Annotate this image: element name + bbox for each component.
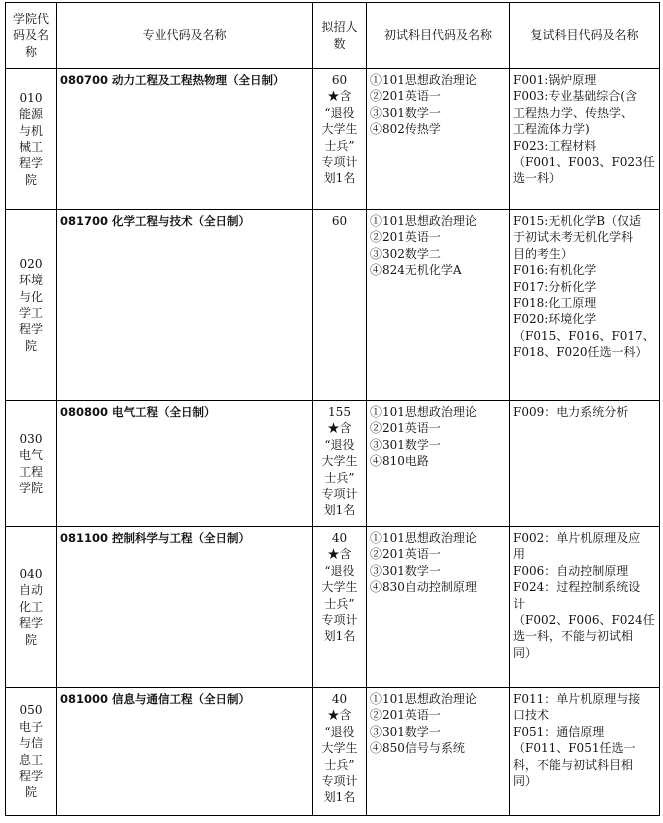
header-retest-subjects: 复试科目代码及名称 <box>510 3 660 69</box>
initial-subject: ②201英语一 <box>370 547 441 562</box>
retest-subject: 用 <box>513 547 526 562</box>
initial-subject: ②201英语一 <box>370 230 441 245</box>
initial-subject: ②201英语一 <box>370 89 441 104</box>
quota-line: 大学生 <box>321 454 358 469</box>
quota-line: “退役 <box>324 437 355 452</box>
quota-line: “退役 <box>324 105 355 120</box>
college-name: 自动化工程学院 <box>18 583 43 647</box>
retest-subject: 计 <box>513 596 526 611</box>
header-quota: 拟招人数 <box>313 3 367 69</box>
table-row <box>6 527 660 688</box>
quota-line: 专项计 <box>321 613 358 628</box>
major-cell: 080700 动力工程及工程热物理（全日制） <box>57 69 313 210</box>
college-name: 电气工程学院 <box>18 448 43 495</box>
table-row <box>6 210 660 401</box>
retest-subject: F016:有机化学 <box>513 263 597 278</box>
retest-subjects-cell <box>510 527 660 688</box>
initial-subject: ④810电路 <box>370 454 429 469</box>
retest-subject: 工程流体力学) <box>513 122 590 137</box>
quota-line: 划1名 <box>323 629 356 644</box>
initial-subject: ①101思想政治理论 <box>370 405 477 419</box>
quota-line: 划1名 <box>323 503 356 518</box>
retest-subject: （F015、F016、F017、 <box>513 328 655 343</box>
major-cell: 081700 化学工程与技术（全日制） <box>57 210 313 401</box>
quota-line: 士兵” <box>324 596 355 611</box>
quota-line: ★含 <box>327 89 352 104</box>
college-name: 能源与机械工程学院 <box>18 107 43 187</box>
retest-subject: F003:专业基础综合(含 <box>513 89 637 104</box>
initial-subjects-cell <box>367 210 510 401</box>
retest-subjects-cell <box>510 401 660 527</box>
quota-line: 60 <box>331 73 348 87</box>
retest-subject: F018:化工原理 <box>513 296 597 311</box>
initial-subject: ②201英语一 <box>370 421 441 436</box>
retest-subject: 同） <box>513 645 538 660</box>
initial-subject: ③302数学二 <box>370 246 441 261</box>
initial-subject: ③301数学一 <box>370 724 441 739</box>
quota-line: 士兵” <box>324 138 355 153</box>
retest-subjects-cell <box>510 69 660 210</box>
initial-subject: ④830自动控制原理 <box>370 580 477 595</box>
quota-line: “退役 <box>324 563 355 578</box>
initial-subject: ③301数学一 <box>370 563 441 578</box>
initial-subject: ①101思想政治理论 <box>370 214 477 228</box>
quota-line: 40 <box>331 692 348 706</box>
header-row <box>6 3 660 69</box>
table-row <box>6 688 660 816</box>
retest-subject: （F011、F051任选一 <box>513 741 636 756</box>
retest-subject: 科，不能与初试科目相 <box>513 757 634 772</box>
retest-subject: F020:环境化学 <box>513 312 597 327</box>
initial-subject: ④850信号与系统 <box>370 741 465 756</box>
retest-subject: 工程热力学、传热学、 <box>513 105 634 120</box>
quota-line: 士兵” <box>324 470 355 485</box>
header-college: 学院代码及名称 <box>6 3 57 69</box>
major-cell: 081000 信息与通信工程（全日制） <box>57 688 313 816</box>
retest-subject: F009：电力系统分析 <box>513 405 629 419</box>
retest-subject: （F001、F003、F023任 <box>513 155 655 170</box>
college-code: 010 <box>19 90 43 105</box>
college-code: 030 <box>19 431 43 446</box>
retest-subject: F015:无机化学B（仅适 <box>513 214 642 228</box>
retest-subjects-cell <box>510 210 660 401</box>
quota-line: 大学生 <box>321 580 358 595</box>
retest-subject: 目的考生） <box>513 246 574 261</box>
initial-subject: ①101思想政治理论 <box>370 692 477 706</box>
header-major: 专业代码及名称 <box>57 3 313 69</box>
quota-line: 60 <box>331 214 348 228</box>
quota-cell <box>313 69 367 210</box>
table-body <box>6 69 660 816</box>
college-cell <box>6 688 57 816</box>
quota-line: ★含 <box>327 708 352 723</box>
quota-line: 专项计 <box>321 487 358 502</box>
initial-subject: ④802传热学 <box>370 122 441 137</box>
quota-cell <box>313 527 367 688</box>
initial-subject: ②201英语一 <box>370 708 441 723</box>
retest-subject: F018、F020任选一科） <box>513 345 648 360</box>
retest-subject: F051：通信原理 <box>513 724 605 739</box>
retest-subject: 选一科） <box>513 171 562 186</box>
retest-subject: 同） <box>513 774 538 789</box>
retest-subject: （F002、F006、F024任 <box>513 613 655 628</box>
initial-subject: ③301数学一 <box>370 105 441 120</box>
retest-subject: F023:工程材料 <box>513 138 597 153</box>
quota-line: 大学生 <box>321 741 358 756</box>
header-initial-subjects: 初试科目代码及名称 <box>367 3 510 69</box>
initial-subjects-cell <box>367 401 510 527</box>
college-cell <box>6 527 57 688</box>
retest-subject: F017:分析化学 <box>513 279 597 294</box>
quota-line: 155 <box>328 405 351 419</box>
initial-subjects-cell <box>367 527 510 688</box>
quota-line: 专项计 <box>321 155 358 170</box>
quota-line: 划1名 <box>323 790 356 805</box>
college-code: 040 <box>19 566 43 581</box>
initial-subject: ①101思想政治理论 <box>370 73 477 87</box>
college-code: 020 <box>19 256 43 271</box>
quota-line: ★含 <box>327 421 352 436</box>
quota-line: 划1名 <box>323 171 356 186</box>
major-cell: 080800 电气工程（全日制） <box>57 401 313 527</box>
retest-subject: 于初试未考无机化学科 <box>513 230 634 245</box>
quota-cell <box>313 401 367 527</box>
retest-subject: F011：单片机原理与接 <box>513 692 641 706</box>
retest-subject: 选一科，不能与初试相 <box>513 629 634 644</box>
college-code: 050 <box>19 703 43 718</box>
quota-line: 40 <box>331 531 348 545</box>
initial-subject: ③301数学一 <box>370 437 441 452</box>
retest-subject: 口技术 <box>513 708 550 723</box>
college-name: 环境与化学工程学院 <box>18 273 43 353</box>
college-cell <box>6 69 57 210</box>
retest-subjects-cell <box>510 688 660 816</box>
retest-subject: F006：自动控制原理 <box>513 563 629 578</box>
retest-subject: F001:锅炉原理 <box>513 73 597 87</box>
quota-line: 大学生 <box>321 122 358 137</box>
table-row <box>6 69 660 210</box>
quota-line: “退役 <box>324 724 355 739</box>
quota-cell <box>313 688 367 816</box>
college-name: 电子与信息工程学院 <box>18 719 43 800</box>
initial-subjects-cell <box>367 688 510 816</box>
retest-subject: F024：过程控制系统设 <box>513 580 641 595</box>
major-cell: 081100 控制科学与工程（全日制） <box>57 527 313 688</box>
quota-cell <box>313 210 367 401</box>
quota-line: 专项计 <box>321 774 358 789</box>
college-cell <box>6 401 57 527</box>
table-row <box>6 401 660 527</box>
initial-subjects-cell <box>367 69 510 210</box>
quota-line: ★含 <box>327 547 352 562</box>
college-cell <box>6 210 57 401</box>
admissions-table <box>5 2 660 816</box>
quota-line: 士兵” <box>324 757 355 772</box>
initial-subject: ①101思想政治理论 <box>370 531 477 545</box>
initial-subject: ④824无机化学A <box>370 263 462 278</box>
retest-subject: F002：单片机原理及应 <box>513 531 641 545</box>
